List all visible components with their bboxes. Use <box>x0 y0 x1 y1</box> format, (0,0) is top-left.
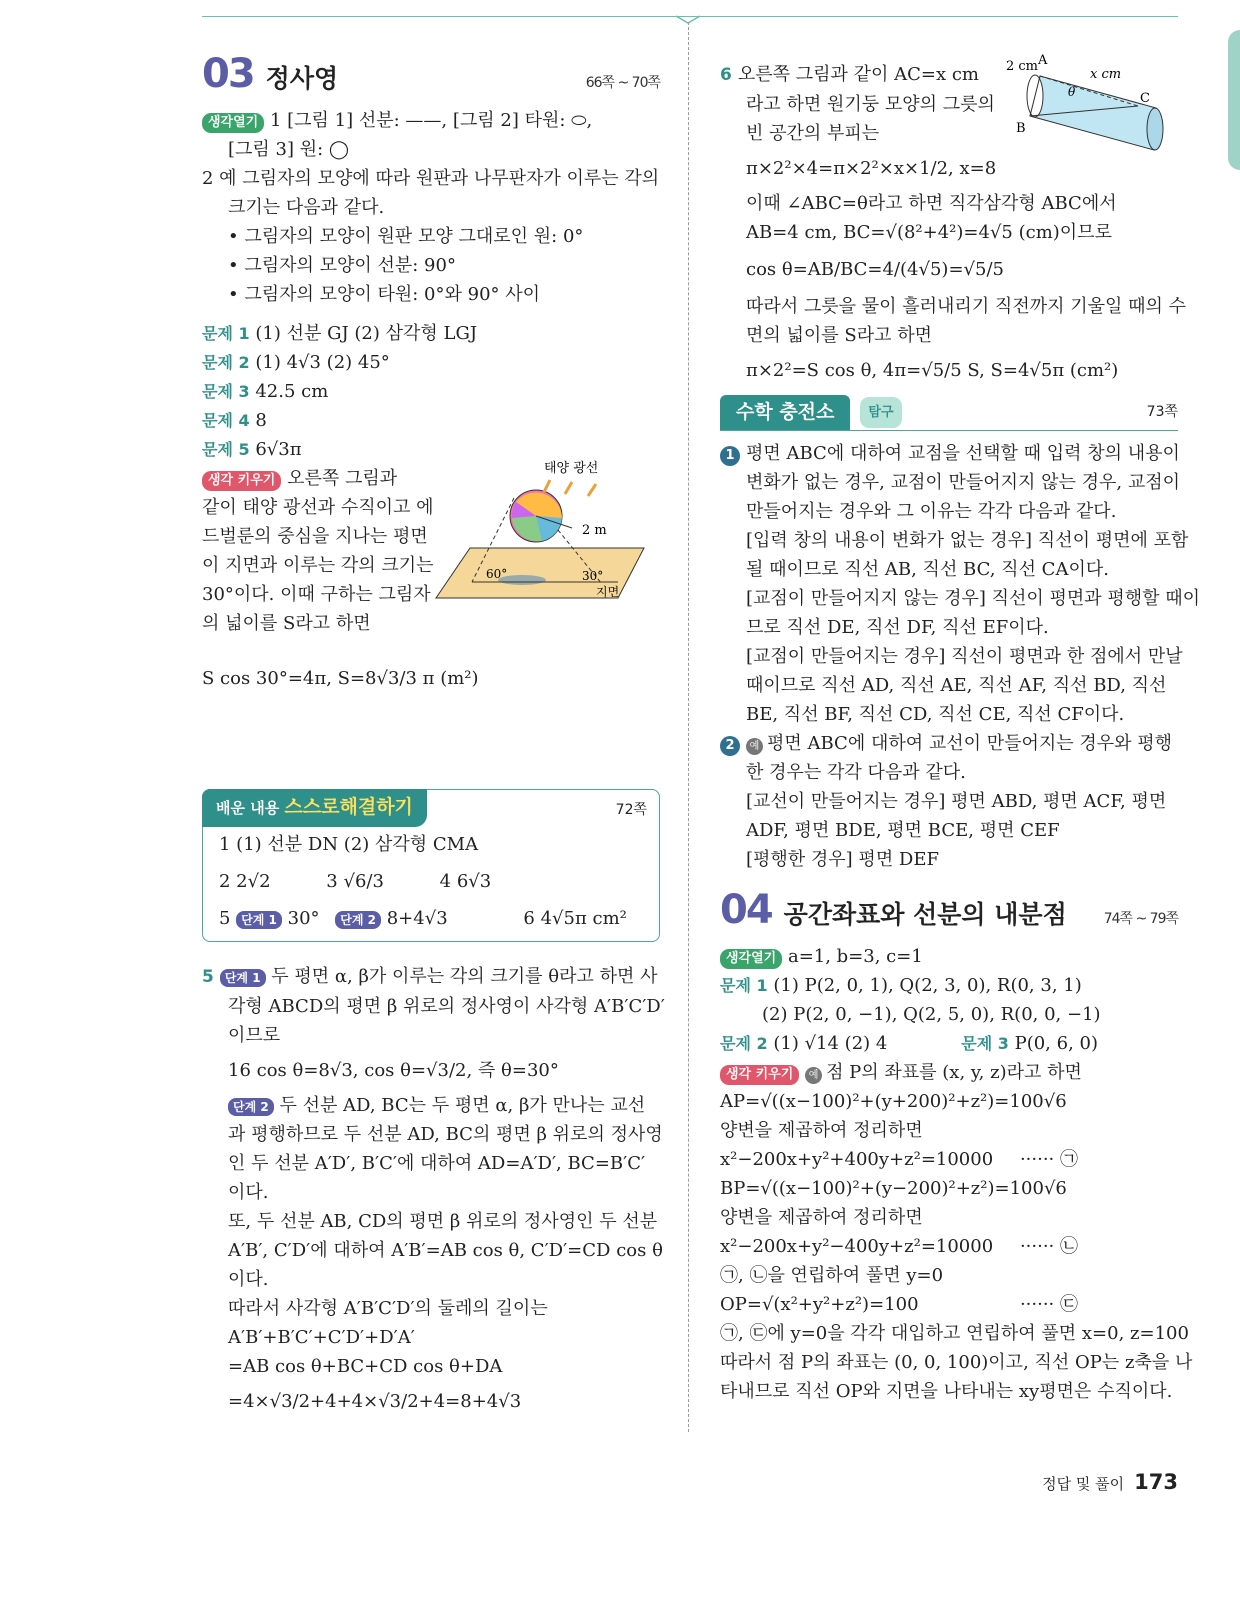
cup-figure <box>1006 50 1176 162</box>
prob6-formula-1: π×2²×4=π×2²×x×1/2, x=8 <box>746 158 997 179</box>
selfsolve-box <box>202 789 660 942</box>
balloon-figure <box>432 458 660 608</box>
prob6-line-6: 따라서 그릇을 물이 흘러내리기 직전까지 기울일 때의 수 <box>746 296 1186 317</box>
open-2a: 2 예 그림자의 모양에 따라 원판과 나무판자가 이루는 각의 <box>202 168 660 189</box>
selfsolve-r2: 2 2√2 3 √6/3 4 6√3 <box>219 871 492 892</box>
section-title: 정사영 <box>265 64 339 93</box>
problem-3: 문제 3 42.5 cm <box>202 381 329 402</box>
prob5-line-9: A′B′, C′D′에 대하여 A′B′=AB cos θ, C′D′=CD cos θ <box>228 1240 663 1261</box>
prob5-line-12: A′B′+B′C′+C′D′+D′A′ <box>228 1327 415 1348</box>
bullet-2: • 그림자의 모양이 선분: 90° <box>228 255 456 276</box>
fig-radius-label: 2 m <box>582 523 607 538</box>
section-pages: 74쪽 ~ 79쪽 <box>1103 911 1178 927</box>
prob6-formula-2: cos θ=AB/BC=4/(4√5)=√5/5 <box>746 259 1004 280</box>
fig-xcm: x cm <box>1090 67 1122 82</box>
bullet-1: • 그림자의 모양이 원판 모양 그대로인 원: 0° <box>228 226 584 247</box>
open-1a: 1 [그림 1] 선분: ——, [그림 2] 타원: ⬭, <box>269 110 593 131</box>
prob5-line-10: 이다. <box>228 1269 269 1290</box>
problem-5: 문제 5 6√3π <box>202 439 302 460</box>
section-number: 03 <box>202 51 254 97</box>
prob5-line-2: 각형 ABCD의 평면 β 위로의 정사영이 사각형 A′B′C′D′ <box>228 996 665 1017</box>
section-title: 공간좌표와 선분의 내분점 <box>783 900 1067 929</box>
grow-formula: S cos 30°=4π, S=8√3/3 π (m²) <box>202 668 479 689</box>
prob5-line-14: =4×√3/2+4+4×√3/2+4=8+4√3 <box>228 1391 522 1412</box>
charge-header <box>720 395 1178 431</box>
prob6-line-4: 이때 ∠ABC=θ라고 하면 직각삼각형 ABC에서 <box>746 193 1117 214</box>
selfsolve-r3: 5 단계 1 30° 단계 2 8+4√3 6 4√5π cm² <box>219 908 627 929</box>
prob6-line-5: AB=4 cm, BC=√(8²+4²)=4√5 (cm)이므로 <box>746 222 1112 243</box>
left-column <box>202 51 665 1416</box>
grow-tag: 생각 키우기 <box>720 1065 799 1085</box>
charge-tag: 탐구 <box>860 397 901 428</box>
page-number: 173 <box>1134 1470 1178 1494</box>
prob5-line-11: 따라서 사각형 A′B′C′D′의 둘레의 길이는 <box>228 1298 548 1319</box>
selfsolve-header: 배운 내용 스스로해결하기 <box>202 789 427 827</box>
grow-block: 생각 키우기 오른쪽 그림과 같이 태양 광선과 수직이고 에 드벌룬의 중심을 지나는 평면 이 지면과 이루는 각의 크기는 30°이다. 이때 구하는 그림자 의 넓이를 S라고 하면 태양 광선 2 m 60° 30° 지면 <box>202 464 660 664</box>
open-tag: 생각열기 <box>720 949 782 969</box>
section-number: 04 <box>720 887 772 933</box>
prob5-line-3: 이므로 <box>228 1025 281 1046</box>
prob5-line-8: 또, 두 선분 AB, CD의 평면 β 위로의 정사영인 두 선분 <box>228 1211 658 1232</box>
right-column: 6 오른쪽 그림과 같이 AC=x cm 라고 하면 원기둥 모양의 그릇의 빈 공간의 부피는 2 cm x cm A B C θ π×2²×4=π×2²×x×1/2, x=8 이때 ∠ABC=θ라고 하면 직각삼각형 ABC에서 AB=4 cm, BC=√(8²+4²)=4√5 (cm)이므로 cos θ=AB/BC=4/(4√5)=√5/5 따라서 그릇을 물이 흘러내리기 직전까지 기울일 때의 수 면의 넓이를 S라고 하면 π×2²=S cos θ, 4π=√5/5 S, S=4√5π (cm²) 수학 충전소 탐구 73쪽 1 평면 ABC에 대하여 교점을 선택할 때 입력 창의 내용이 변화가 없는 경우, 교점이 만들어지지 않는 경우, 교점이 만들어지는 경우와 그 이유는 각각 다음과 같다. [입력 창의 내용이 변화가 없는 경우] 직선이 평면에 포함 될 때이므로 직선 AB, 직선 BC, 직선 CA이다. [교점이 만들어지지 않는 경우] 직선이 평면과 평행할 때이 므로 직선 DE, 직선 DF, 직선 EF이다. [교점이 만들어지는 경우] 직선이 평면과 한 점에서 만날 때이므로 직선 AD, 직선 AE, 직선 AF, 직선 BD, 직선 BE, 직선 BF, 직선 CD, 직선 CE, 직선 CF이다. 2 예 평면 ABC에 대하여 교선이 만들어지는 경우와 평행 한 경우는 각각 다음과 같다. [교선이 만들어지는 경우] 평면 ABD, 평면 ACF, 평면 ADF, 평면 BDE, 평면 BCE, 평면 CEF [평행한 경우] 평면 DEF 04 공간좌표와 선분의 내분점 74쪽 ~ 79쪽 생각열기 a=1, b=3, c=1 문제 1 (1) P(2, 0, 1), Q(2, 3, 0), R(0, 3, 1) (2) P(2, 0, −1), Q(2, 5, 0), R(0, 0, −1) 문제 2 (1) √14 (2) 4 문제 3 P(0, 6, 0) 생각 키우기 예 점 P의 좌표를 (x, y, z)라고 하면 AP=√((x−100)²+(y+200)²+z²)=100√6 양변을 제곱하여 정리하면 x²−200x+y²+400y+z²=10000 ······ ㉠ BP=√((x−100)²+(y−200)²+z²)=100√6 양변을 제곱하여 정리하면 x²−200x+y²−400y+z²=10000 ······ ㉡ ㉠, ㉡을 연립하여 풀면 y=0 OP=√(x²+y²+z²)=100 ······ ㉢ ㉠, ㉢에 y=0을 각각 대입하고 연립하여 풀면 x=0, z=100 따라서 점 P의 좌표는 (0, 0, 100)이고, 직선 OP는 z축을 나 타내므로 직선 OP와 지면을 나타내는 xy평면은 수직이다. <box>720 60 1178 1406</box>
fig-2cm: 2 cm <box>1006 59 1039 74</box>
s4-problem-1: 문제 1 (1) P(2, 0, 1), Q(2, 3, 0), R(0, 3, 1) <box>720 975 1082 996</box>
prob5-line-6: 인 두 선분 A′D′, B′C′에 대하여 AD=A′D′, BC=B′C′ <box>228 1153 646 1174</box>
s4-problem-2-3: 문제 2 (1) √14 (2) 4 문제 3 P(0, 6, 0) <box>720 1033 1098 1054</box>
prob5-formula-1: 16 cos θ=8√3, cos θ=√3/2, 즉 θ=30° <box>228 1060 559 1081</box>
charge-pages: 73쪽 <box>1146 404 1178 420</box>
page-footer <box>1042 1470 1178 1494</box>
prob6-formula-3: π×2²=S cos θ, 4π=√5/5 S, S=4√5π (cm²) <box>746 360 1119 381</box>
column-divider <box>688 22 689 1432</box>
open-1b: [그림 3] 원: ◯ <box>228 139 350 160</box>
prob6-line-7: 면의 넓이를 S라고 하면 <box>746 325 932 346</box>
fig-A: A <box>1038 53 1048 68</box>
open-tag: 생각열기 <box>202 113 264 133</box>
prob5-line-5: 과 평행하므로 두 선분 AD, BC의 평면 β 위로의 정사영 <box>228 1124 663 1145</box>
problem-2: 문제 2 (1) 4√3 (2) 45° <box>202 352 390 373</box>
fig-angle-30: 30° <box>582 569 604 583</box>
example-icon: 예 <box>805 1067 822 1084</box>
fig-C: C <box>1140 91 1150 106</box>
charge-title: 수학 충전소 <box>720 395 850 430</box>
prob5-line-13: =AB cos θ+BC+CD cos θ+DA <box>228 1356 503 1377</box>
section-03-header <box>202 51 660 98</box>
fig-B: B <box>1016 121 1026 136</box>
fig-ground-label: 지면 <box>596 585 620 599</box>
grow-tag: 생각 키우기 <box>202 471 281 491</box>
section-04-header <box>720 887 1178 934</box>
footer-label: 정답 및 풀이 <box>1042 1475 1125 1493</box>
item-2-badge: 2 <box>720 736 740 756</box>
problem-1: 문제 1 (1) 선분 GJ (2) 삼각형 LGJ <box>202 323 478 344</box>
fig-sun-label: 태양 광선 <box>544 461 599 476</box>
prob5-line-1: 5 단계 1 두 평면 α, β가 이루는 각의 크기를 θ라고 하면 사 <box>202 966 658 987</box>
fig-angle-60: 60° <box>486 567 508 581</box>
bullet-3: • 그림자의 모양이 타원: 0°와 90° 사이 <box>228 284 541 305</box>
selfsolve-r1: 1 (1) 선분 DN (2) 삼각형 CMA <box>219 834 479 855</box>
selfsolve-pages: 72쪽 <box>615 802 647 818</box>
prob6-block: 6 오른쪽 그림과 같이 AC=x cm 라고 하면 원기둥 모양의 그릇의 빈 공간의 부피는 2 cm x cm A B C θ <box>720 60 1178 148</box>
prob5-line-4: 단계 2 두 선분 AD, BC는 두 평면 α, β가 만나는 교선 <box>202 1091 660 1120</box>
example-icon: 예 <box>746 738 763 755</box>
prob5-line-7: 이다. <box>228 1182 269 1203</box>
fig-theta: θ <box>1068 85 1076 99</box>
problem-4: 문제 4 8 <box>202 410 267 431</box>
item-1-badge: 1 <box>720 446 740 466</box>
edge-tab <box>1228 30 1240 170</box>
open-2b: 크기는 다음과 같다. <box>228 197 385 218</box>
section-pages: 66쪽 ~ 70쪽 <box>585 75 660 91</box>
